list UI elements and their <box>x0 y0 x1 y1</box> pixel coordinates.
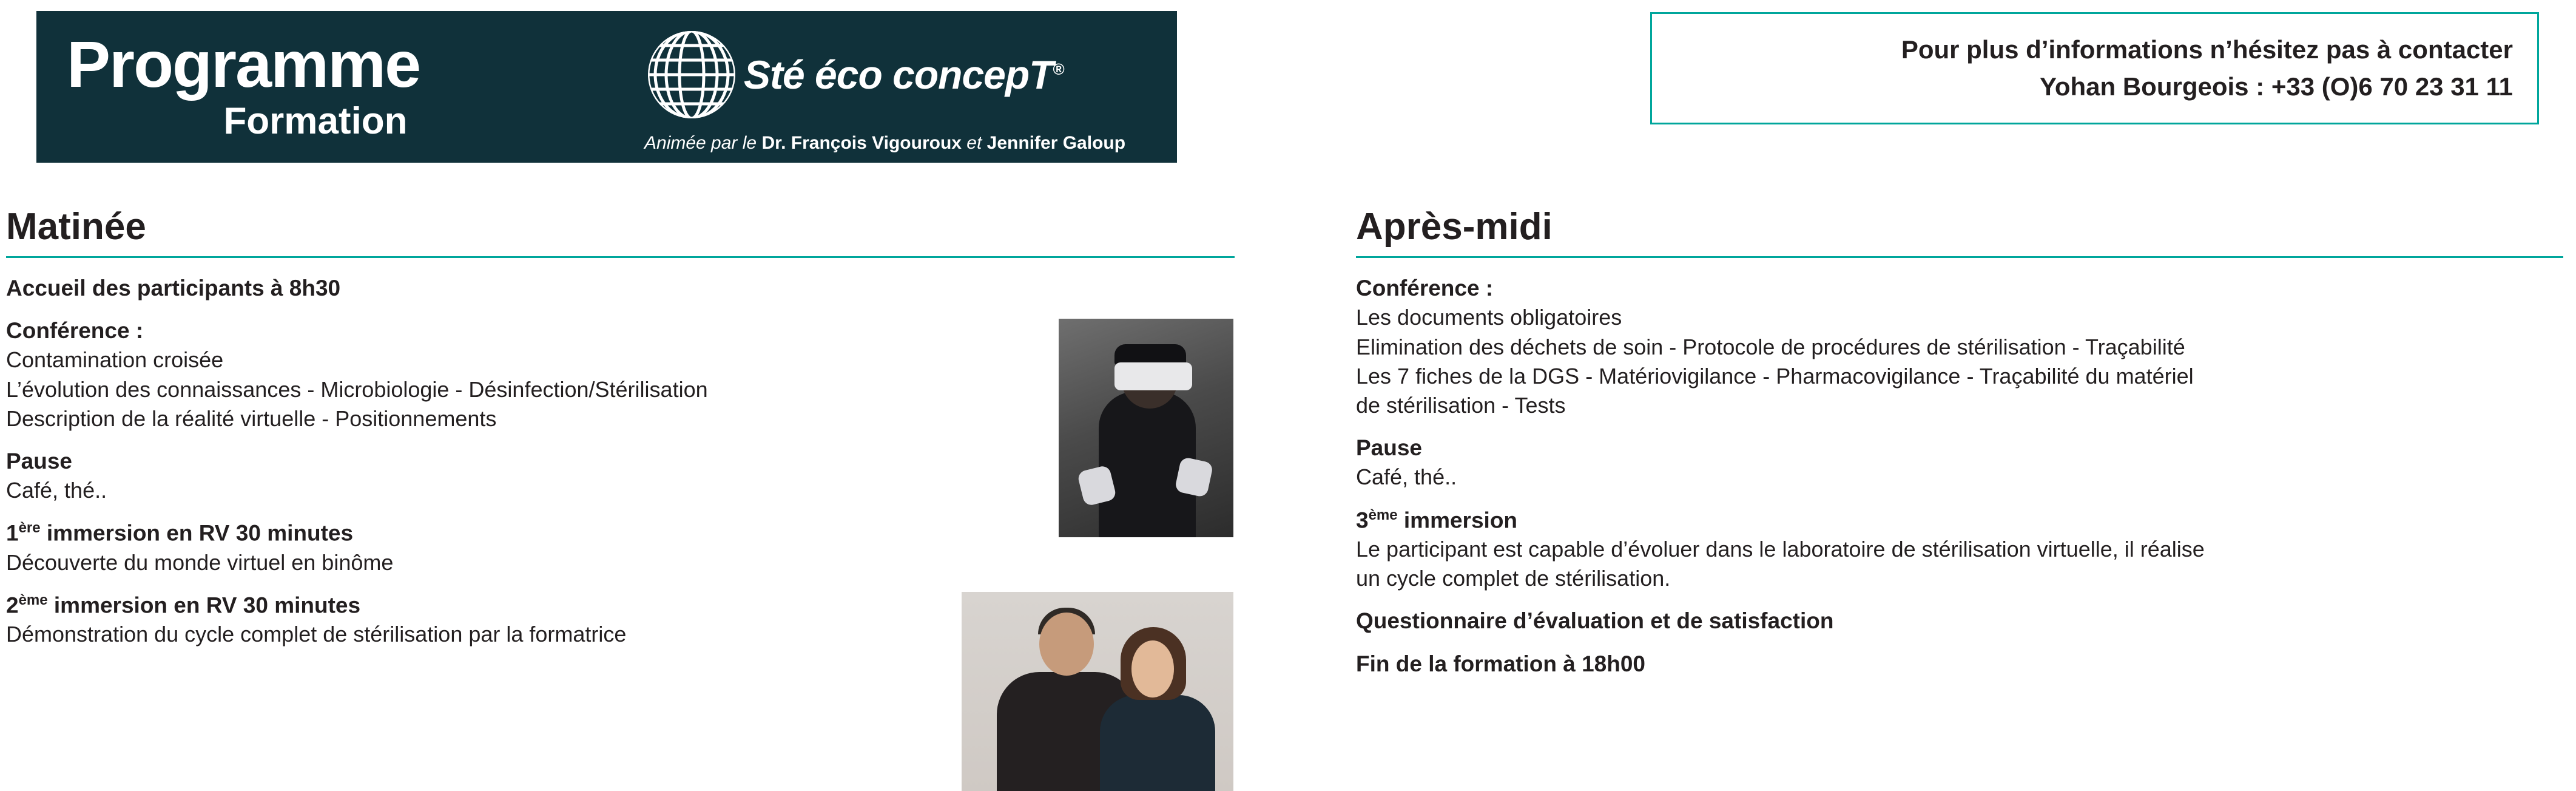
afternoon-block-heading: Fin de la formation à 18h00 <box>1356 651 1646 676</box>
morning-block <box>6 447 1235 505</box>
afternoon-block <box>1356 274 2563 420</box>
afternoon-block-line: Café, thé.. <box>1356 464 1457 490</box>
brand-logo <box>631 26 1177 123</box>
afternoon-block-line: de stérilisation - Tests <box>1356 392 1566 418</box>
afternoon-block <box>1356 506 2563 594</box>
afternoon-block <box>1356 650 2563 679</box>
brand-name <box>744 52 1064 98</box>
afternoon-block-line: un cycle complet de stérilisation. <box>1356 566 1671 591</box>
afternoon-block-line: Elimination des déchets de soin - Protocole de procédures de stérilisation - Traçabilité <box>1356 334 2185 359</box>
morning-block-line: Découverte du monde virtuel en binôme <box>6 549 394 575</box>
afternoon-divider <box>1356 256 2563 258</box>
duo-photo-woman-body-shape <box>1100 695 1215 791</box>
presenters-line <box>631 133 1177 154</box>
presenters-join: et <box>961 133 987 153</box>
afternoon-section <box>1356 206 2563 692</box>
morning-block-line: L’évolution des connaissances - Microbiologie - Désinfection/Stérilisation <box>6 376 708 402</box>
morning-title: Matinée <box>6 206 146 248</box>
afternoon-block-heading-ordinal: ème <box>1368 506 1398 523</box>
morning-block-line: Café, thé.. <box>6 478 107 503</box>
morning-block-heading <box>6 518 977 548</box>
contact-line-2: Yohan Bourgeois : +33 (O)6 70 23 31 11 <box>2039 72 2513 101</box>
afternoon-block-heading <box>1356 506 2563 535</box>
morning-block-heading <box>6 591 977 620</box>
morning-block-line: Contamination croisée <box>6 347 224 373</box>
afternoon-block-line: Les documents obligatoires <box>1356 305 1622 330</box>
afternoon-block <box>1356 433 2563 492</box>
presenter-name-1: Dr. François Vigouroux <box>761 133 962 153</box>
afternoon-block-heading: Pause <box>1356 435 1423 461</box>
morning-block-heading-text: immersion en RV 30 minutes <box>40 520 354 546</box>
morning-block-heading: Accueil des participants à 8h30 <box>6 276 341 301</box>
morning-block-heading: Conférence : <box>6 318 144 344</box>
morning-block-heading-ordinal: ère <box>18 520 41 537</box>
header-title-group <box>36 27 631 142</box>
afternoon-block-line: Les 7 fiches de la DGS - Matériovigilance - Pharmacovigilance - Traçabilité du matériel <box>1356 363 2194 389</box>
morning-block-line: Démonstration du cycle complet de stérilisation par la formatrice <box>6 622 627 647</box>
vr-photo-headset-shape <box>1114 362 1192 390</box>
morning-block-heading-number: 2 <box>6 592 19 618</box>
contact-line-1: Pour plus d’informations n’hésitez pas à contacter <box>1901 35 2513 64</box>
formation-subtitle: Formation <box>223 100 408 142</box>
morning-block <box>6 316 1235 433</box>
afternoon-block-heading: Questionnaire d’évaluation et de satisfaction <box>1356 608 1834 634</box>
morning-block-heading-number: 1 <box>6 520 19 546</box>
vr-photo-right-controller-shape <box>1175 457 1214 498</box>
presenter-name-2: Jennifer Galoup <box>986 133 1126 153</box>
afternoon-block-line: Le participant est capable d’évoluer dans le laboratoire de stérilisation virtuelle, il réalise <box>1356 536 2205 562</box>
morning-divider <box>6 256 1235 258</box>
morning-block <box>6 518 1235 577</box>
programme-title: Programme <box>67 27 420 101</box>
afternoon-block-heading-text: immersion <box>1397 507 1518 532</box>
morning-block-heading-text: immersion en RV 30 minutes <box>47 592 361 618</box>
afternoon-block-heading-number: 3 <box>1356 507 1369 532</box>
duo-photo-man-head-shape <box>1039 613 1094 676</box>
header-banner <box>36 11 1177 163</box>
afternoon-block-heading: Conférence : <box>1356 276 1494 301</box>
vr-headset-participant-photo <box>1059 319 1233 537</box>
morning-block-line: Description de la réalité virtuelle - Positionnements <box>6 406 497 431</box>
header-logo-group <box>631 11 1177 163</box>
afternoon-title: Après-midi <box>1356 206 1553 248</box>
duo-photo-woman-face-shape <box>1131 640 1174 698</box>
morning-block-heading-ordinal: ème <box>18 592 48 609</box>
brand-name-text: Sté éco concepT <box>744 52 1053 97</box>
globe-sphere-icon <box>643 26 740 123</box>
afternoon-block <box>1356 606 2563 636</box>
two-trainers-portrait-photo <box>962 592 1233 791</box>
contact-info-box <box>1650 12 2539 124</box>
registered-mark: ® <box>1053 60 1064 78</box>
morning-block <box>6 274 1235 303</box>
presenters-prefix: Animée par le <box>644 133 762 153</box>
vr-photo-cap-shape <box>1114 344 1186 365</box>
afternoon-block-list <box>1356 274 2563 678</box>
morning-block-heading: Pause <box>6 449 73 474</box>
